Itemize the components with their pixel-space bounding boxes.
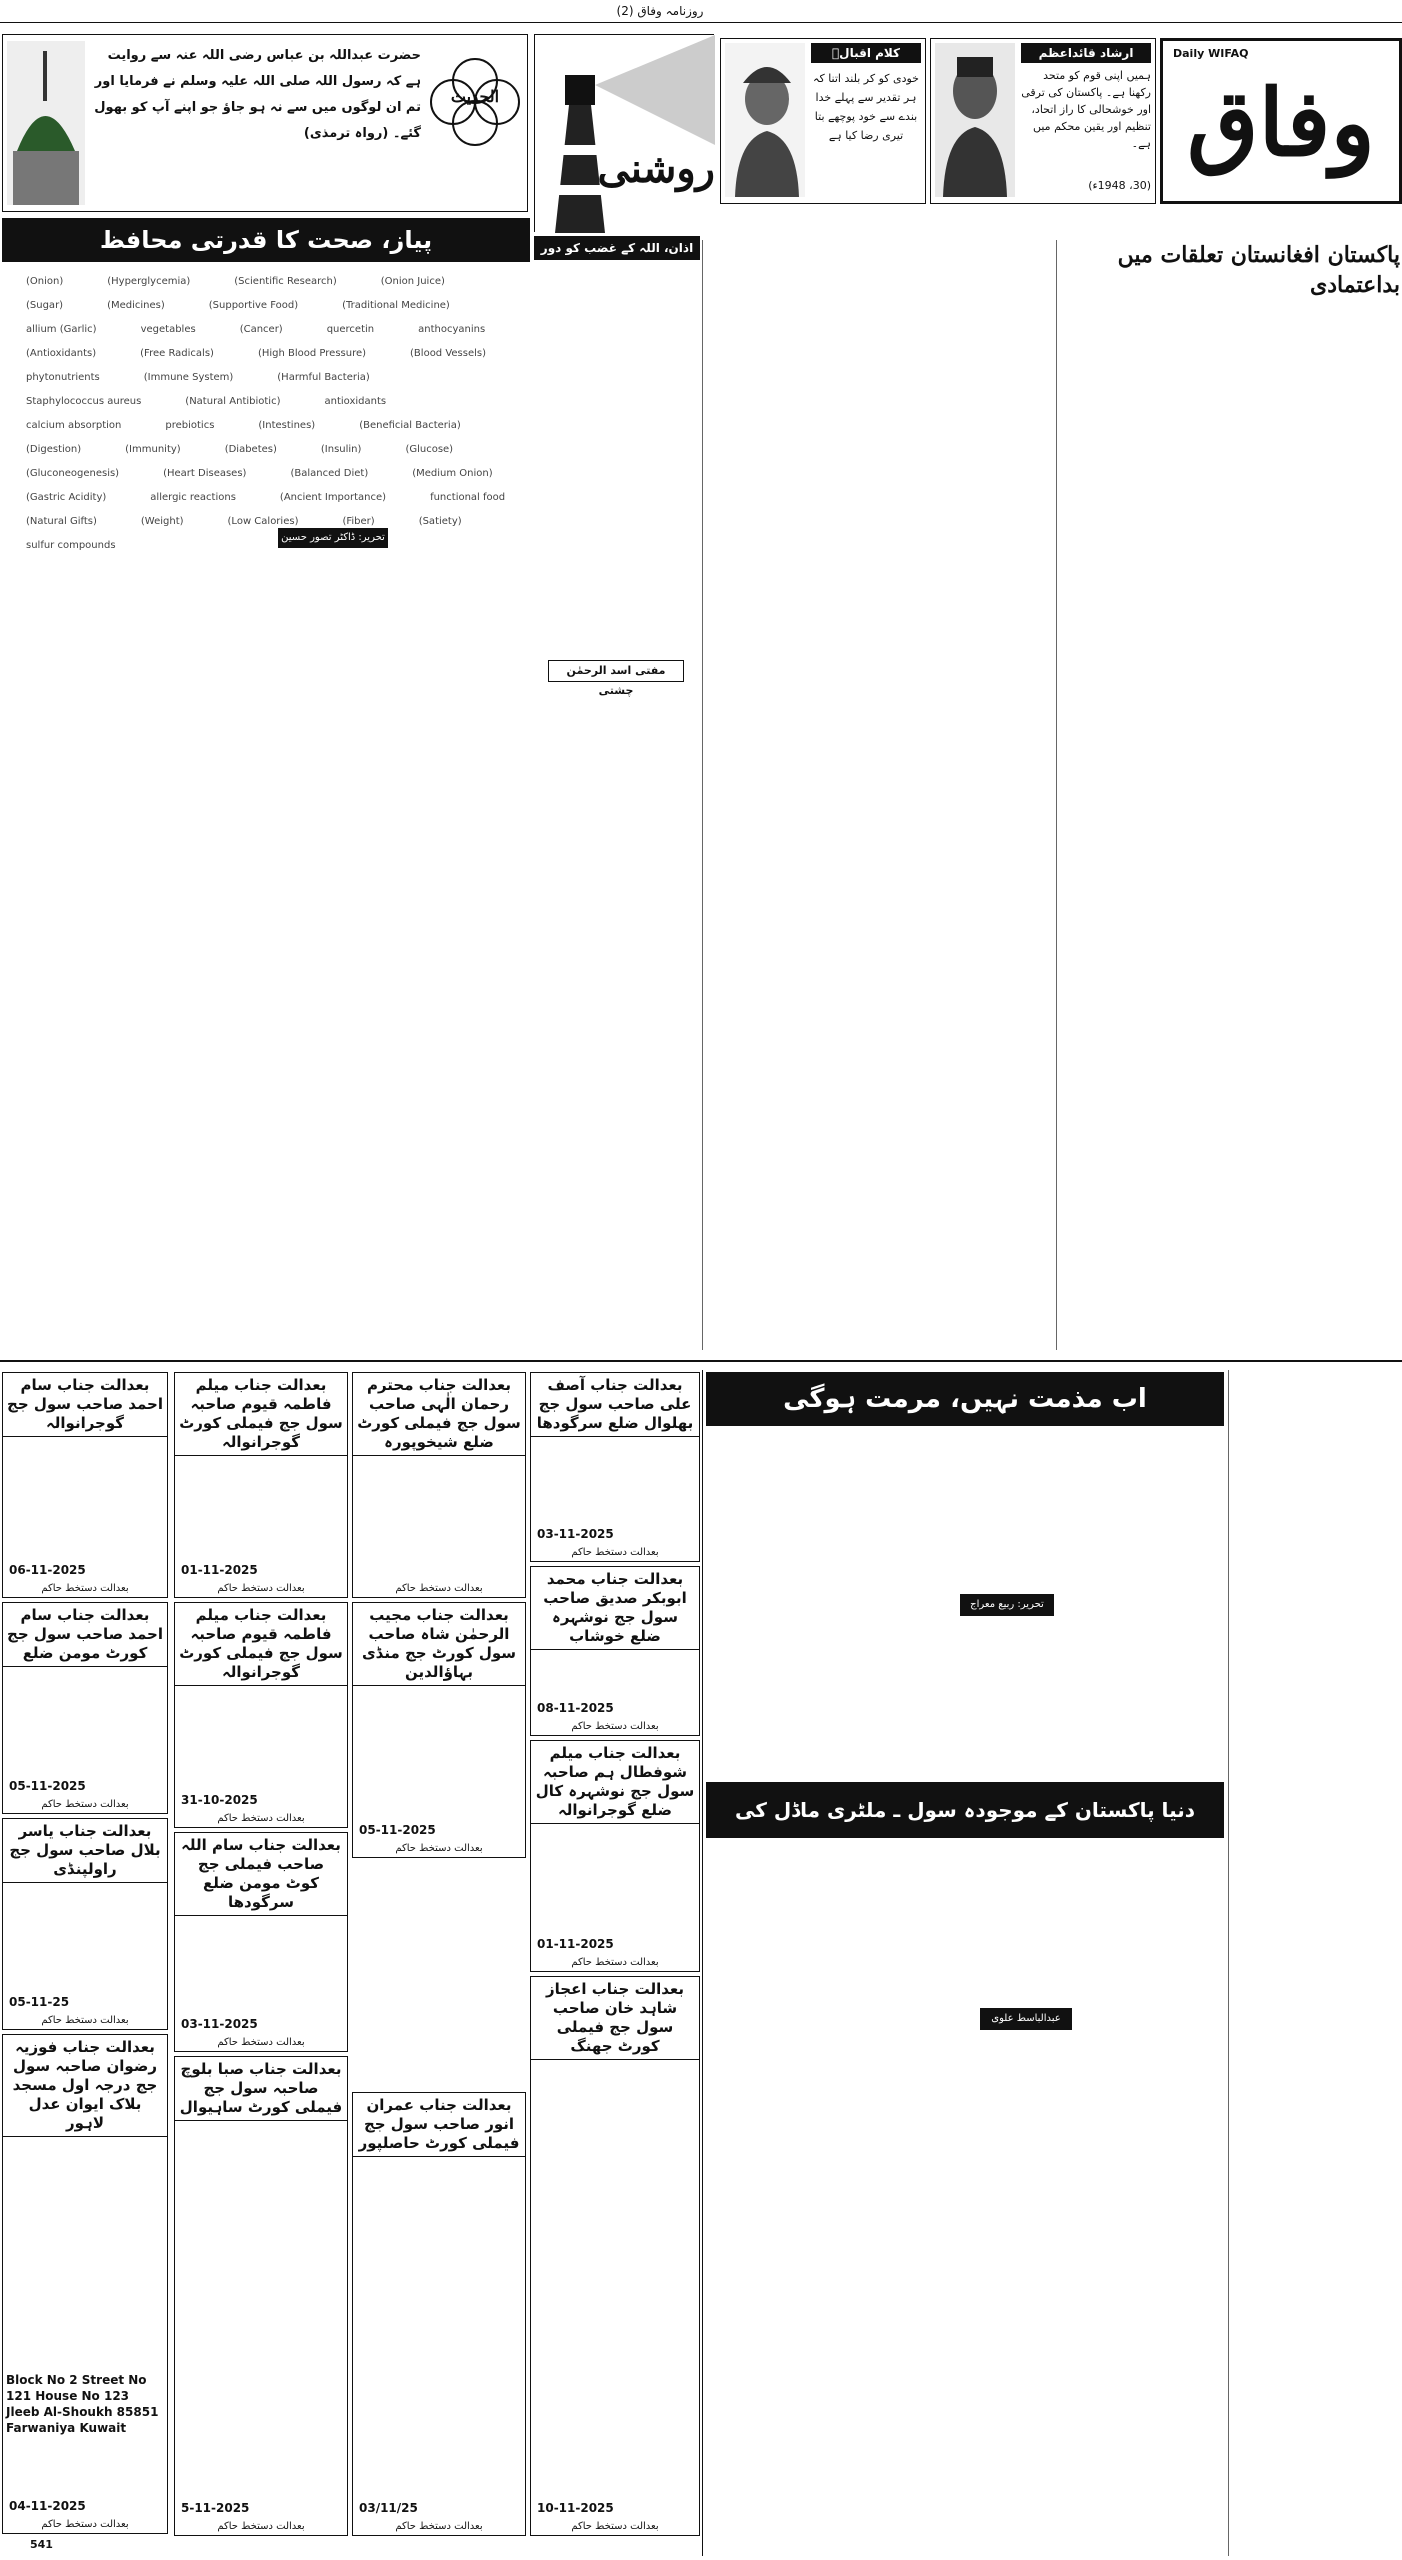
court-notice-title: بعدالت جناب سام اللہ صاحب فیملی جج کوٹ مومن ضلع سرگودھا bbox=[175, 1833, 347, 1916]
health-term: functional food bbox=[430, 492, 506, 503]
quaid-box bbox=[930, 38, 1156, 204]
health-term: phytonutrients bbox=[26, 372, 100, 383]
court-notice bbox=[2, 1602, 168, 1814]
health-term: (Medium Onion) bbox=[412, 468, 493, 479]
court-notice-date: 5-11-2025 bbox=[181, 2501, 250, 2515]
health-term: Staphylococcus aureus bbox=[26, 396, 142, 407]
court-notice-body bbox=[353, 1456, 525, 1580]
court-notice-body bbox=[3, 1437, 167, 1561]
court-notice-date: 05-11-2025 bbox=[359, 1823, 436, 1837]
court-notice-title: بعدالت جناب عمران انور صاحب سول جج فیملی کورٹ حاصلپور bbox=[353, 2093, 525, 2157]
court-notice-body bbox=[175, 1456, 347, 1580]
health-term: (Natural Antibiotic) bbox=[185, 396, 281, 407]
court-notice-sign: بعدالت دستخط حاکم bbox=[41, 2015, 129, 2026]
health-term: (Sugar) bbox=[26, 300, 64, 311]
health-terms bbox=[4, 270, 528, 558]
military-body bbox=[706, 1846, 1224, 2552]
court-notice-title: بعدالت جناب یاسر بلال صاحب سول جج راولپنڈی bbox=[3, 1819, 167, 1883]
health-term: (Diabetes) bbox=[224, 444, 277, 455]
roshni-box bbox=[534, 34, 714, 232]
health-term: (Insulin) bbox=[320, 444, 362, 455]
health-term: (Hyperglycemia) bbox=[107, 276, 191, 287]
court-notice-title: بعدالت جناب صبا بلوچ صاحبہ سول جج فیملی کورٹ ساہیوال bbox=[175, 2057, 347, 2121]
court-notice bbox=[352, 1602, 526, 1858]
court-notice-title: بعدالت جناب میلم فاطمہ قیوم صاحبہ سول جج فیملی کورٹ گوجرانوالہ bbox=[175, 1603, 347, 1686]
court-notice-sign: بعدالت دستخط حاکم bbox=[395, 1583, 483, 1594]
roshni-body-a bbox=[534, 264, 700, 656]
health-term: (Antioxidants) bbox=[26, 348, 97, 359]
court-notice-body bbox=[175, 1686, 347, 1810]
court-notice-date: 04-11-2025 bbox=[9, 2499, 86, 2513]
court-notice bbox=[174, 1602, 348, 1828]
iqbal-box bbox=[720, 38, 926, 204]
health-term: (Ancient Importance) bbox=[279, 492, 387, 503]
court-notice bbox=[530, 1566, 700, 1736]
court-notice bbox=[530, 1372, 700, 1562]
court-notice-sign: بعدالت دستخط حاکم bbox=[571, 2521, 659, 2532]
health-term: (Fiber) bbox=[342, 516, 375, 527]
iqbal-portrait bbox=[725, 43, 805, 197]
court-notice-title: بعدالت جناب سام احمد صاحب سول جج کورٹ مومن ضلع bbox=[3, 1603, 167, 1667]
health-term: (Weight) bbox=[140, 516, 184, 527]
court-notice-date: 05-11-2025 bbox=[9, 1779, 86, 1793]
afghan-headline: اب مذمت نہیں، مرمت ہوگی bbox=[706, 1372, 1224, 1426]
court-notice bbox=[352, 1372, 526, 1598]
health-term: (Low Calories) bbox=[227, 516, 299, 527]
masthead-title: وفاق bbox=[1187, 69, 1375, 177]
page-header: روزنامہ وفاق (2) bbox=[616, 4, 704, 18]
quaid-text: ہمیں اپنی قوم کو متحد رکھنا ہے۔ پاکستان کی ترقی اور خوشحالی کا راز اتحاد، تنظیم اور یقین محکم میں ہے۔ bbox=[1021, 69, 1151, 150]
footer-number: 541 bbox=[30, 2538, 53, 2551]
court-notice-title: بعدالت جناب فوزیہ رضوان صاحبہ سول جج درجہ اول مسجد بلاک ایوان عدل لاہور bbox=[3, 2035, 167, 2137]
afghan-byline: تحریر: ربیع معراج bbox=[960, 1594, 1054, 1616]
court-notice bbox=[352, 2092, 526, 2536]
health-term: (Immune System) bbox=[143, 372, 234, 383]
health-term: (Satiety) bbox=[418, 516, 462, 527]
health-term: (Medicines) bbox=[107, 300, 165, 311]
military-byline: عبدالباسط علوی bbox=[980, 2008, 1072, 2030]
health-body bbox=[4, 270, 528, 1350]
court-notice bbox=[530, 1976, 700, 2536]
court-notice-title: بعدالت جناب اعجاز شاہد خان صاحب سول جج فیملی کورٹ جھنگ bbox=[531, 1977, 699, 2060]
court-notice bbox=[174, 1372, 348, 1598]
health-term: (Balanced Diet) bbox=[290, 468, 369, 479]
editorial-col-2 bbox=[706, 240, 1052, 1358]
court-notice-sign: بعدالت دستخط حاکم bbox=[41, 2519, 129, 2530]
court-notice-title: بعدالت جناب میلم شوفطال ہم صاحبہ سول جج نوشہرہ کال ضلع گوجرانوالہ bbox=[531, 1741, 699, 1824]
health-term: sulfur compounds bbox=[26, 540, 116, 551]
health-term: allium (Garlic) bbox=[26, 324, 97, 335]
court-notice-title: بعدالت جناب میلم فاطمہ قیوم صاحبہ سول جج فیملی کورٹ گوجرانوالہ bbox=[175, 1373, 347, 1456]
health-term: prebiotics bbox=[165, 420, 215, 431]
health-byline: تحریر: ڈاکٹر تصور حسین مرزا bbox=[278, 528, 388, 548]
masthead bbox=[1160, 38, 1402, 204]
court-notice-body bbox=[3, 1667, 167, 1777]
health-term: (Harmful Bacteria) bbox=[277, 372, 370, 383]
health-term: (Scientific Research) bbox=[234, 276, 337, 287]
court-notice-sign: بعدالت دستخط حاکم bbox=[217, 1813, 305, 1824]
health-term: (Gluconeogenesis) bbox=[26, 468, 120, 479]
court-notice-sign: بعدالت دستخط حاکم bbox=[571, 1547, 659, 1558]
court-notice-date: 06-11-2025 bbox=[9, 1563, 86, 1577]
court-notice-date: 31-10-2025 bbox=[181, 1793, 258, 1807]
health-term: antioxidants bbox=[324, 396, 387, 407]
court-notice-date: 08-11-2025 bbox=[537, 1701, 614, 1715]
court-notice-date: 01-11-2025 bbox=[181, 1563, 258, 1577]
health-term: anthocyanins bbox=[418, 324, 486, 335]
iqbal-text: خودی کو کر بلند اتنا کہ ہر تقدیر سے پہلے خدا بندے سے خود پوچھے بتا تیری رضا کیا ہے bbox=[813, 72, 919, 142]
iqbal-label: کلام اقبالؒ bbox=[811, 43, 921, 63]
health-term: calcium absorption bbox=[26, 420, 122, 431]
health-term: vegetables bbox=[140, 324, 196, 335]
health-term: (High Blood Pressure) bbox=[257, 348, 367, 359]
health-term: (Supportive Food) bbox=[208, 300, 299, 311]
health-term: (Immunity) bbox=[125, 444, 181, 455]
court-notice-title: بعدالت جناب سام احمد صاحب سول جج گوجرانوالہ bbox=[3, 1373, 167, 1437]
court-notice bbox=[174, 1832, 348, 2052]
health-term: (Onion) bbox=[26, 276, 64, 287]
court-notice bbox=[2, 1818, 168, 2030]
mosque-image bbox=[7, 41, 85, 205]
court-notice-sign: بعدالت دستخط حاکم bbox=[571, 1957, 659, 1968]
health-term: allergic reactions bbox=[150, 492, 236, 503]
kuwait-address: Block No 2 Street No 121 House No 123 Jleeb Al-Shoukh 85851 Farwaniya Kuwait bbox=[6, 2373, 159, 2435]
hadith-emblem bbox=[427, 41, 523, 205]
hadith-label: الحدیث bbox=[450, 87, 500, 106]
court-notice-date: 05-11-25 bbox=[9, 1995, 70, 2009]
court-notice-sign: بعدالت دستخط حاکم bbox=[41, 1799, 129, 1810]
court-notice-sign: بعدالت دستخط حاکم bbox=[395, 2521, 483, 2532]
roshni-body-b bbox=[534, 688, 700, 1350]
health-term: quercetin bbox=[326, 324, 375, 335]
court-notice-date: 03-11-2025 bbox=[537, 1527, 614, 1541]
health-term: (Gastric Acidity) bbox=[26, 492, 107, 503]
quaid-portrait bbox=[935, 43, 1015, 197]
lighthouse-icon bbox=[535, 35, 715, 233]
health-term: (Intestines) bbox=[258, 420, 316, 431]
court-notice bbox=[530, 1740, 700, 1972]
health-term: (Free Radicals) bbox=[140, 348, 214, 359]
court-notice-title: بعدالت جناب مجیب الرحمٰن شاہ صاحب سول کورٹ جج منڈی بہاؤالدین bbox=[353, 1603, 525, 1686]
quaid-date: (30، 1948ء) bbox=[1088, 179, 1151, 192]
health-term: (Glucose) bbox=[405, 444, 454, 455]
court-notice-title: بعدالت جناب محترم رحمان الٰہی صاحب سول جج فیملی کورٹ ضلع شیخوپورہ bbox=[353, 1373, 525, 1456]
court-notice-date: 03/11/25 bbox=[359, 2501, 418, 2515]
hadith-text: حضرت عبداللہ بن عباس رضی اللہ عنہ سے روایت ہے کہ رسول اللہ صلی اللہ علیہ وسلم نے فرمایا اور تم ان لوگوں میں سے نہ ہو جاؤ جو اپنے آپ کو بھول گئے۔ (رواہ ترمذی) bbox=[94, 48, 421, 141]
health-term: (Beneficial Bacteria) bbox=[359, 420, 461, 431]
iqbal-portrait-icon bbox=[725, 43, 805, 197]
court-notice-body bbox=[353, 2157, 525, 2499]
court-notice-date: 10-11-2025 bbox=[537, 2501, 614, 2515]
quaid-portrait-icon bbox=[935, 43, 1015, 197]
court-notice-body bbox=[175, 2121, 347, 2499]
court-notice-sign: بعدالت دستخط حاکم bbox=[395, 1843, 483, 1854]
flower-emblem-icon bbox=[427, 41, 523, 205]
court-notice-sign: بعدالت دستخط حاکم bbox=[571, 1721, 659, 1732]
mosque-icon bbox=[7, 41, 85, 205]
roshni-label: روشنی bbox=[597, 145, 715, 192]
military-headline: دنیا پاکستان کے موجودہ سول ـ ملٹری ماڈل کی حمایت کیوں کرے؟ bbox=[706, 1782, 1224, 1838]
masthead-latin: Daily WIFAQ bbox=[1173, 47, 1249, 60]
court-notice-body bbox=[531, 1824, 699, 1954]
court-notice-body bbox=[531, 2060, 699, 2518]
quaid-label: ارشاد قائداعظم bbox=[1021, 43, 1151, 63]
court-notice-date: 01-11-2025 bbox=[537, 1937, 614, 1951]
court-notice-body bbox=[531, 1437, 699, 1525]
court-notice-body bbox=[3, 1883, 167, 1993]
health-term: (Traditional Medicine) bbox=[342, 300, 450, 311]
court-notice-body bbox=[3, 2137, 167, 2535]
health-term: (Digestion) bbox=[26, 444, 82, 455]
roshni-byline: مفتی اسد الرحمٰن چشتی bbox=[548, 660, 684, 682]
court-notice-date: 03-11-2025 bbox=[181, 2017, 258, 2031]
court-notice bbox=[2, 1372, 168, 1598]
health-term: (Cancer) bbox=[239, 324, 283, 335]
health-term: (Onion Juice) bbox=[380, 276, 445, 287]
court-notice-title: بعدالت جناب آصف علی صاحب سول جج بھلوال ضلع سرگودھا bbox=[531, 1373, 699, 1437]
court-notice-sign: بعدالت دستخط حاکم bbox=[41, 1583, 129, 1594]
top-rule bbox=[0, 22, 1402, 23]
court-notice-title: بعدالت جناب محمد ابوبکر صدیق صاحب سول جج نوشہرہ ضلع خوشاب bbox=[531, 1567, 699, 1650]
health-term: (Natural Gifts) bbox=[26, 516, 97, 527]
right-column-body bbox=[1232, 1372, 1400, 2552]
hadith-box bbox=[2, 34, 528, 212]
court-notice-sign: بعدالت دستخط حاکم bbox=[217, 1583, 305, 1594]
court-notice-sign: بعدالت دستخط حاکم bbox=[217, 2037, 305, 2048]
court-notice-sign: بعدالت دستخط حاکم bbox=[217, 2521, 305, 2532]
health-term: (Heart Diseases) bbox=[163, 468, 247, 479]
roshni-headline: اذان، اللہ کے غضب کو دور کرتی ہے bbox=[534, 236, 700, 260]
health-term: (Blood Vessels) bbox=[410, 348, 487, 359]
editorial-headline: پاکستان افغانستان تعلقات میں بداعتمادی bbox=[1117, 242, 1400, 298]
court-notice-body bbox=[353, 1686, 525, 1840]
editorial-body bbox=[1060, 278, 1400, 1358]
court-notice bbox=[174, 2056, 348, 2536]
court-notice bbox=[2, 2034, 168, 2534]
health-headline: پیاز، صحت کا قدرتی محافظ bbox=[2, 218, 530, 262]
